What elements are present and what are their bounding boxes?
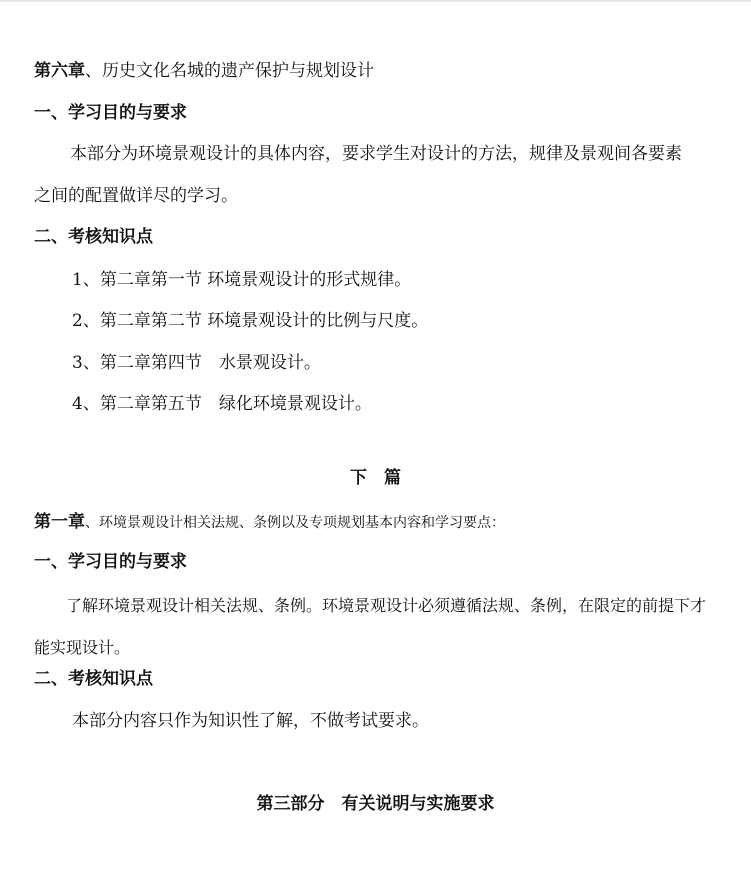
knowledge-item-4: 4、第二章第五节 绿化环境景观设计。: [72, 394, 372, 414]
knowledge-item-2: 2、第二章第二节 环境景观设计的比例与尺度。: [72, 311, 429, 331]
lower-part-title: 下 篇: [350, 468, 401, 488]
lower-section1-para-line1: 了解环境景观设计相关法规、条例。环境景观设计必须遵循法规、条例，在限定的前提下才: [66, 596, 707, 615]
upper-section2-heading: 二、考核知识点: [34, 227, 153, 247]
lower-section2-heading: 二、考核知识点: [34, 669, 153, 689]
chapter1-rest: 、环境景观设计相关法规、条例以及专项规划基本内容和学习要点：: [85, 515, 505, 531]
part3-title: 第三部分 有关说明与实施要求: [256, 794, 495, 814]
knowledge-item-1: 1、第二章第一节 环境景观设计的形式规律。: [72, 270, 412, 290]
lower-section1-para-line2: 能实现设计。: [34, 638, 131, 657]
lower-section2-para: 本部分内容只作为知识性了解，不做考试要求。: [72, 711, 429, 731]
upper-section1-heading: 一、学习目的与要求: [34, 103, 187, 123]
top-border: [0, 0, 751, 2]
chapter6-title: [34, 63, 374, 80]
upper-section1-para-line2: 之间的配置做详尽的学习。: [34, 186, 238, 206]
upper-section1-para-line1: 本部分为环境景观设计的具体内容，要求学生对设计的方法，规律及景观间各要素: [70, 144, 682, 164]
lower-section1-heading: 一、学习目的与要求: [34, 552, 187, 572]
chapter6-rest: 、历史文化名城的遗产保护与规划设计: [85, 61, 374, 81]
knowledge-item-3: 3、第二章第四节 水景观设计。: [72, 353, 321, 373]
chapter1-lead: 第一章: [34, 512, 85, 532]
chapter6-lead: 第六章: [34, 61, 85, 81]
chapter1-title: [34, 514, 505, 531]
